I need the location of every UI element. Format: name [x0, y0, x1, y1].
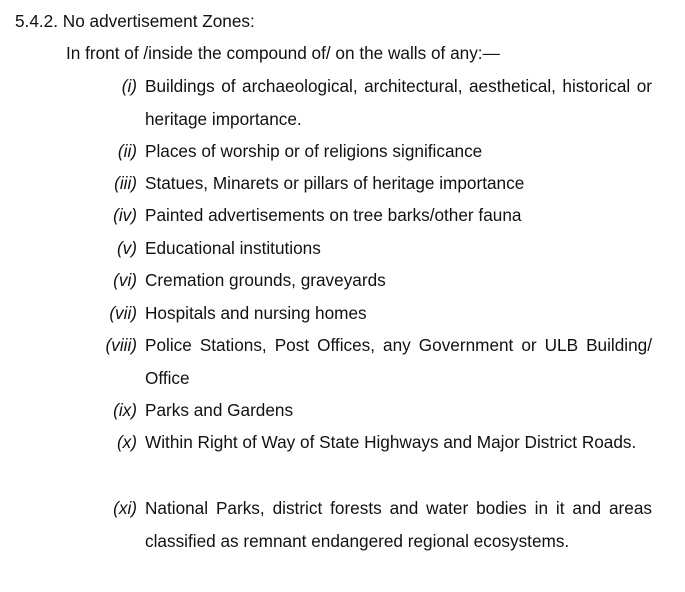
item-numeral: (viii)	[105, 335, 137, 355]
item-text: Hospitals and nursing homes	[145, 303, 367, 323]
item-text: Painted advertisements on tree barks/other fauna	[145, 205, 522, 225]
item-text: National Parks, district forests and water bodies in it and areas classified as remnant endangered regional ecosystems.	[145, 498, 652, 551]
item-text: Within Right of Way of State Highways and Major District Roads.	[145, 432, 637, 452]
item-numeral: (ii)	[117, 141, 137, 161]
item-text: Educational institutions	[145, 238, 321, 258]
section-heading: 5.4.2. No advertisement Zones:	[15, 11, 255, 31]
item-numeral: (vii)	[109, 303, 137, 323]
item-numeral: (xi)	[113, 498, 137, 518]
item-text: Police Stations, Post Offices, any Government or ULB Building/ Office	[145, 335, 652, 388]
item-text: Parks and Gardens	[145, 400, 294, 420]
item-numeral: (v)	[116, 238, 137, 258]
item-numeral: (vi)	[113, 270, 137, 290]
item-numeral: (x)	[116, 432, 137, 452]
intro-text: In front of /inside the compound of/ on the walls of any:—	[66, 43, 500, 63]
item-numeral: (ix)	[113, 400, 137, 420]
item-text: Statues, Minarets or pillars of heritage importance	[145, 173, 525, 193]
item-text: Places of worship or of religions significance	[145, 141, 483, 161]
item-text: Buildings of archaeological, architectural, aesthetical, historical or heritage importance.	[145, 76, 652, 129]
item-numeral: (iii)	[114, 173, 137, 193]
item-numeral: (i)	[121, 76, 137, 96]
item-numeral: (iv)	[113, 205, 137, 225]
item-text: Cremation grounds, graveyards	[145, 270, 386, 290]
